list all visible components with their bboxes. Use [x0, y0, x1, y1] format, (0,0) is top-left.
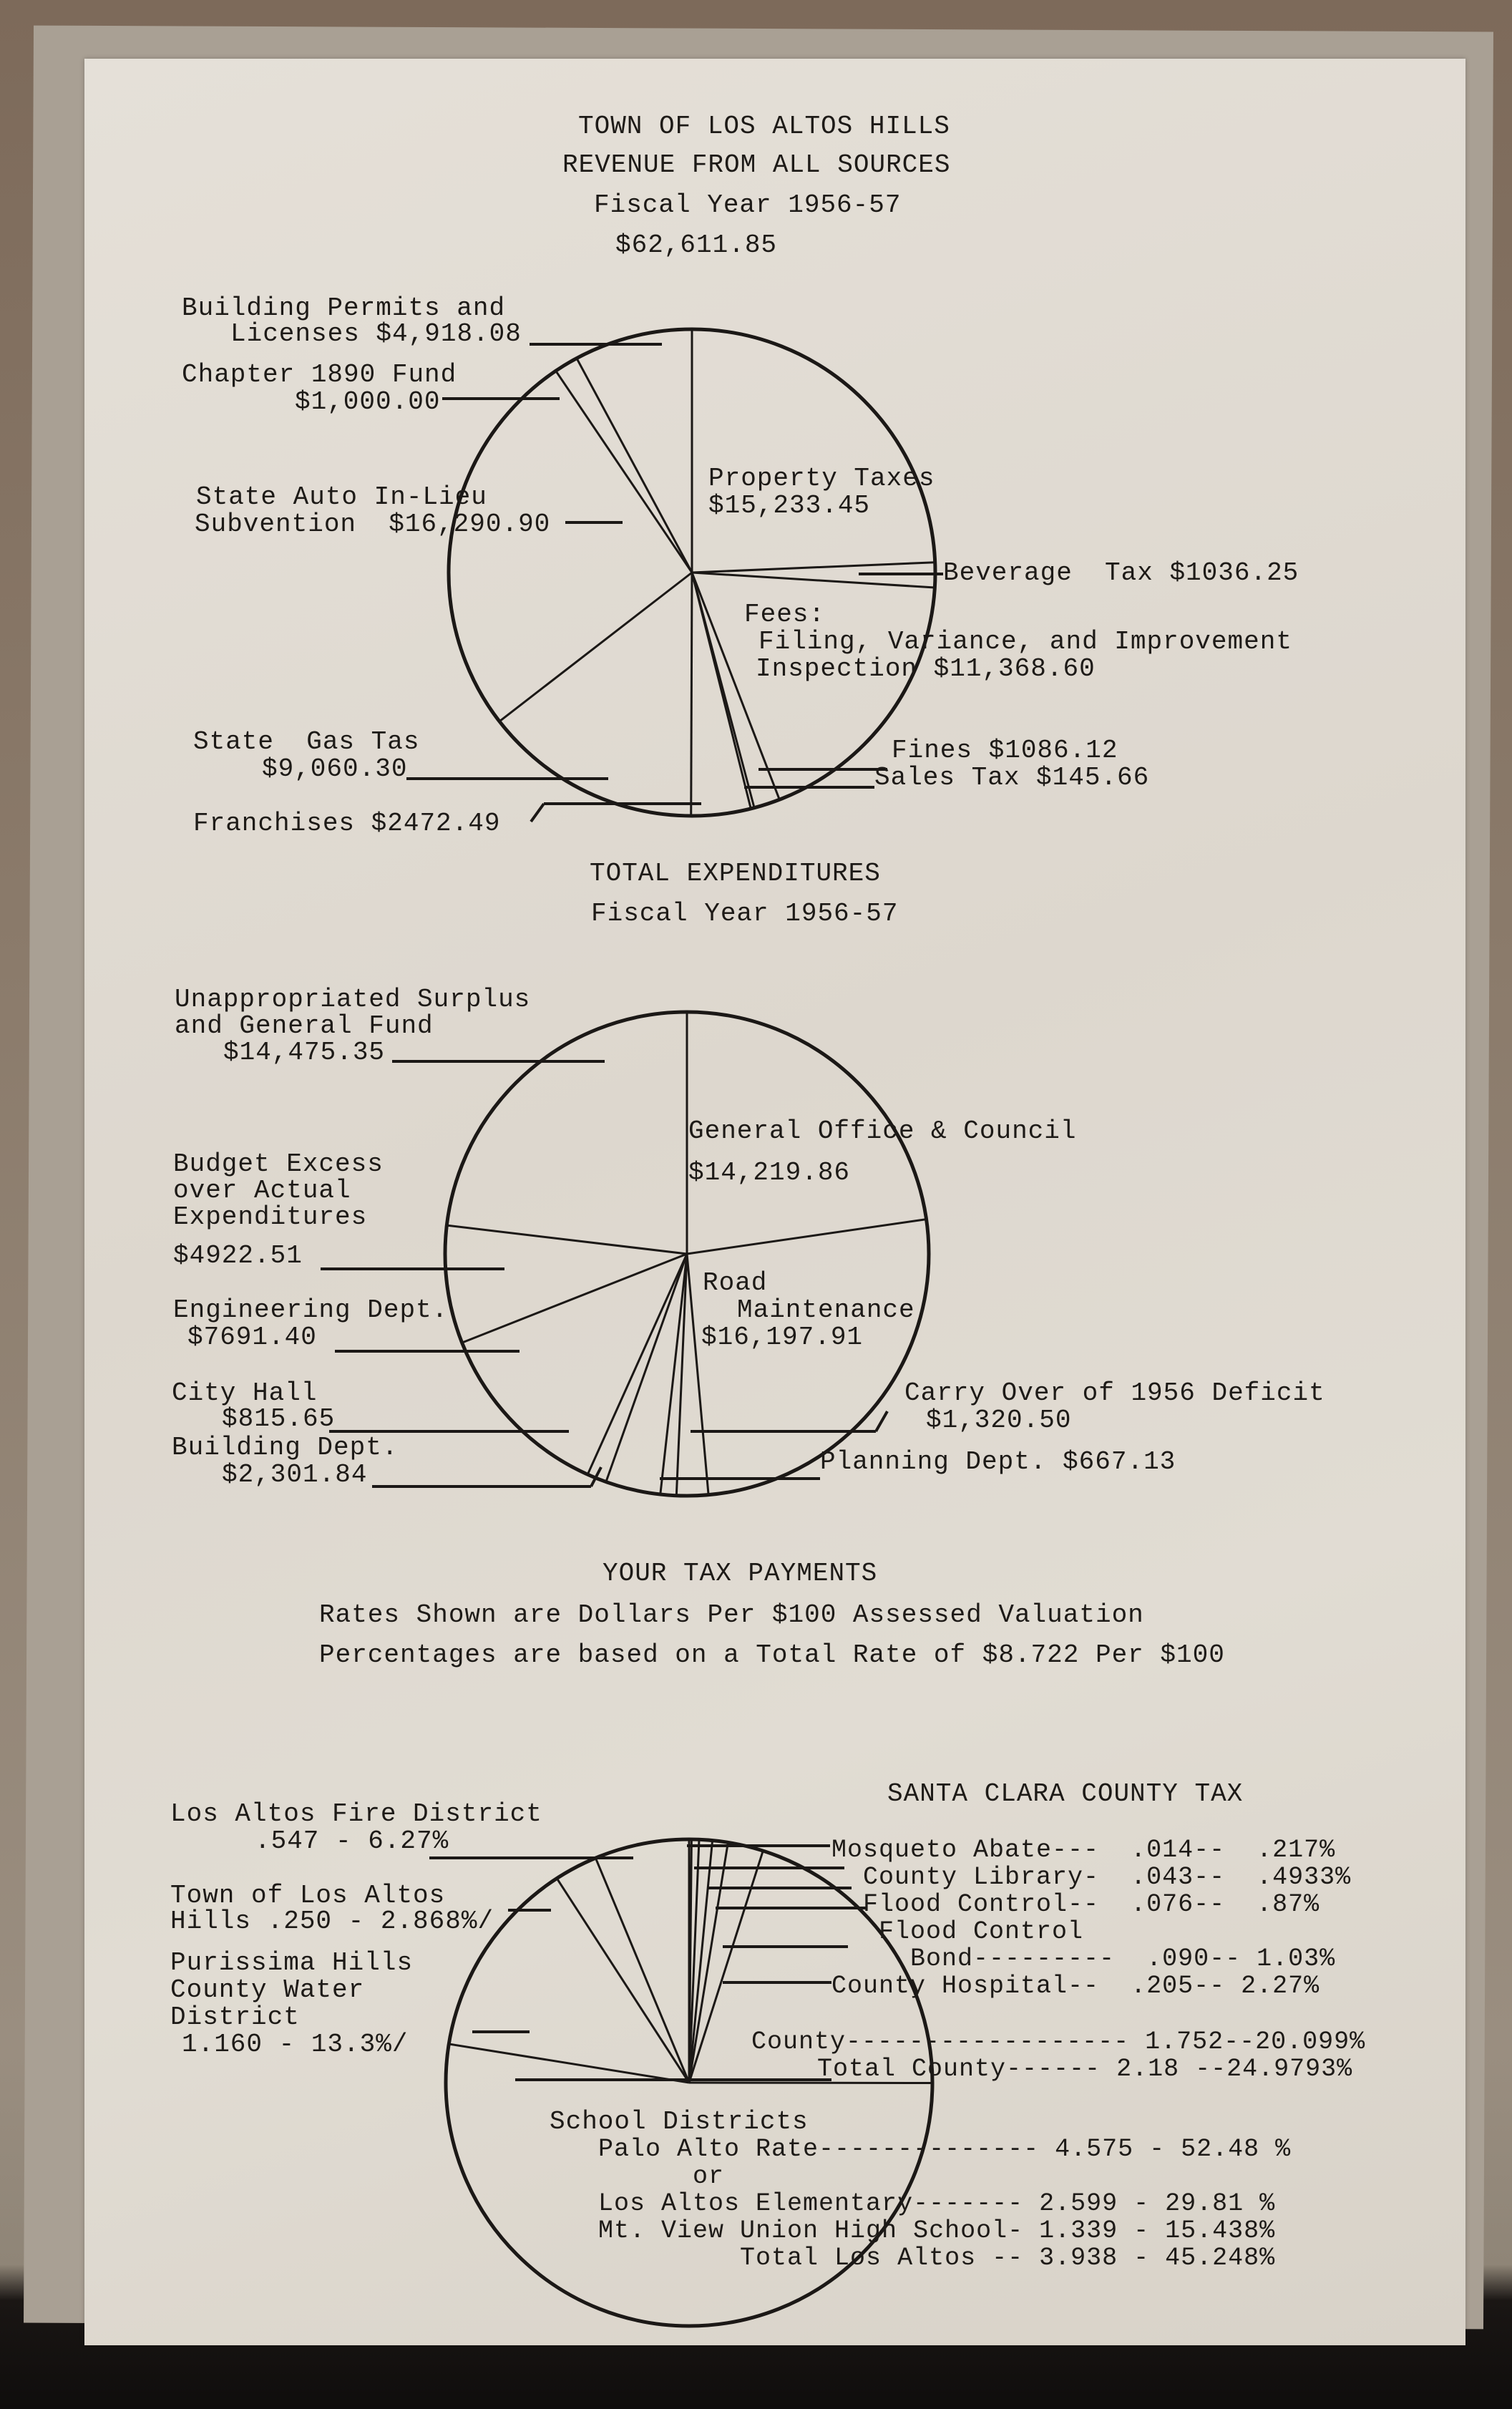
title-fiscal-year: Fiscal Year 1956-57 — [594, 190, 902, 220]
label-beverage-tax: Beverage Tax $1036.25 — [943, 558, 1299, 588]
label-chapter-1890: Chapter 1890 Fund — [182, 360, 457, 389]
label-general-office: General Office & Council — [688, 1116, 1077, 1146]
label-franchises: Franchises $2472.49 — [193, 809, 501, 838]
label-water-3: District — [170, 2002, 300, 2032]
school-districts-title: School Districts — [550, 2107, 809, 2136]
county-row: County Hospital-- .205-- 2.27% — [831, 1972, 1320, 2000]
label-budget-excess-value: $4922.51 — [173, 1241, 303, 1270]
county-row: County Library- .043-- .4933% — [831, 1863, 1352, 1892]
label-budget-excess: Budget Excess — [173, 1149, 384, 1179]
county-total-row: County------------------ 1.752--20.099% — [751, 2028, 1366, 2056]
label-town: Town of Los Altos — [170, 1881, 446, 1910]
tax-note-rates: Rates Shown are Dollars Per $100 Assessed Valuation — [319, 1600, 1144, 1630]
label-fire-district: Los Altos Fire District — [170, 1799, 542, 1829]
label-fines: Fines $1086.12 — [892, 736, 1118, 765]
label-general-office-value: $14,219.86 — [688, 1158, 851, 1187]
label-fees: Fees: — [744, 600, 826, 629]
label-road-value: $16,197.91 — [701, 1323, 864, 1352]
county-row: Flood Control — [831, 1917, 1084, 1946]
label-chapter-1890-value: $1,000.00 — [295, 387, 441, 417]
label-city-hall-value: $815.65 — [222, 1404, 336, 1434]
label-state-auto: State Auto In-Lieu — [196, 482, 487, 512]
label-surplus-2: and General Fund — [175, 1011, 434, 1041]
tax-note-percentages: Percentages are based on a Total Rate of $8.722 Per $100 — [319, 1640, 1225, 1670]
label-fees-value: Inspection $11,368.60 — [756, 654, 1096, 683]
label-state-gas-value: $9,060.30 — [262, 754, 408, 784]
county-tax-title: SANTA CLARA COUNTY TAX — [887, 1779, 1244, 1809]
school-row: Mt. View Union High School- 1.339 - 15.438% — [598, 2216, 1276, 2245]
label-carry-over: Carry Over of 1956 Deficit — [904, 1378, 1325, 1408]
label-building-permits: Building Permits and — [182, 293, 506, 323]
school-row: Palo Alto Rate-------------- 4.575 - 52.48 % — [598, 2135, 1292, 2164]
label-property-taxes: Property Taxes — [708, 464, 935, 493]
title-revenue: REVENUE FROM ALL SOURCES — [562, 150, 951, 180]
school-row: Los Altos Elementary------- 2.599 - 29.81 % — [598, 2189, 1276, 2218]
county-row: Flood Control-- .076-- .87% — [831, 1890, 1320, 1919]
label-building-permits-value: Licenses $4,918.08 — [230, 319, 522, 349]
title-tax-payments: YOUR TAX PAYMENTS — [603, 1559, 878, 1588]
label-state-gas: State Gas Tas — [193, 727, 420, 756]
county-row: Mosqueto Abate--- .014-- .217% — [831, 1836, 1336, 1864]
label-carry-over-value: $1,320.50 — [926, 1406, 1072, 1435]
label-town-value: Hills .250 - 2.868%/ — [170, 1907, 494, 1936]
label-fees-detail: Filing, Variance, and Improvement — [759, 627, 1292, 656]
label-building-dept: Building Dept. — [172, 1433, 399, 1462]
label-water-value: 1.160 - 13.3%/ — [182, 2030, 409, 2059]
label-engineering-value: $7691.40 — [187, 1323, 317, 1352]
county-row: Bond--------- .090-- 1.03% — [831, 1945, 1336, 1973]
label-property-taxes-value: $15,233.45 — [708, 491, 871, 520]
label-budget-excess-3: Expenditures — [173, 1202, 368, 1232]
label-planning: Planning Dept. $667.13 — [820, 1447, 1176, 1476]
revenue-total: $62,611.85 — [615, 230, 778, 260]
label-city-hall: City Hall — [172, 1378, 318, 1408]
school-row: or — [598, 2162, 725, 2191]
title-expenditures-fiscal-year: Fiscal Year 1956-57 — [591, 899, 899, 928]
label-road-2: Maintenance — [737, 1295, 915, 1325]
label-surplus-value: $14,475.35 — [223, 1038, 386, 1067]
label-fire-district-value: .547 - 6.27% — [255, 1826, 449, 1856]
label-state-auto-value: Subvention $16,290.90 — [195, 510, 551, 539]
label-engineering: Engineering Dept. — [173, 1295, 449, 1325]
label-sales-tax: Sales Tax $145.66 — [874, 763, 1150, 792]
label-budget-excess-2: over Actual — [173, 1176, 351, 1205]
label-water: Purissima Hills — [170, 1948, 414, 1977]
title-expenditures: TOTAL EXPENDITURES — [590, 859, 881, 888]
school-row: Total Los Altos -- 3.938 - 45.248% — [598, 2244, 1276, 2272]
label-water-2: County Water — [170, 1975, 365, 2005]
label-building-dept-value: $2,301.84 — [222, 1460, 368, 1489]
title-town: TOWN OF LOS ALTOS HILLS — [578, 112, 950, 141]
label-surplus: Unappropriated Surplus — [175, 985, 531, 1014]
total-county-row: Total County------ 2.18 --24.9793% — [817, 2055, 1353, 2083]
label-road: Road — [703, 1268, 768, 1298]
